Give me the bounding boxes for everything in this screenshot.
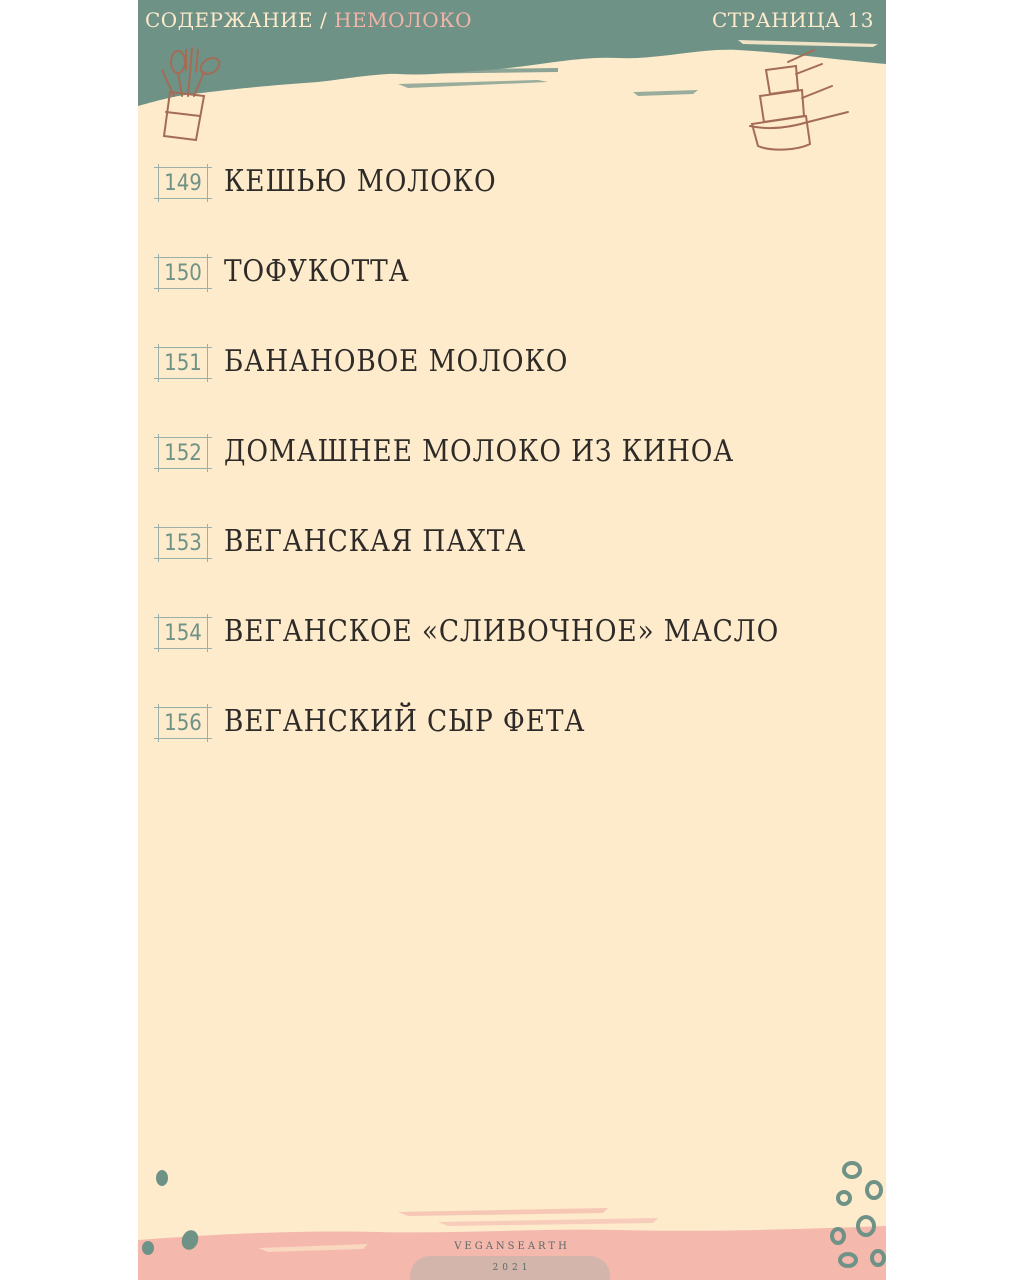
toc-item[interactable] (158, 248, 858, 338)
breadcrumb (145, 8, 472, 32)
toc-page-number: 152 (158, 434, 208, 472)
kitchen-utensils-icon (156, 40, 228, 144)
toc-item[interactable] (158, 608, 858, 698)
document-page (138, 0, 886, 1280)
toc-item[interactable] (158, 338, 858, 428)
toc-title[interactable]: ВЕГАНСКАЯ ПАХТА (224, 524, 527, 559)
toc-page-number: 154 (158, 614, 208, 652)
toc-page-number: 156 (158, 704, 208, 742)
toc-item[interactable] (158, 158, 858, 248)
toc-title[interactable]: КЕШЬЮ МОЛОКО (224, 164, 497, 199)
toc-title[interactable]: ВЕГАНСКИЙ СЫР ФЕТА (224, 704, 586, 739)
footer-brand: VEGANSEARTH (454, 1241, 570, 1252)
toc-title[interactable]: ТОФУКОТТА (224, 254, 410, 289)
stacked-pots-icon (748, 46, 858, 156)
breadcrumb-section[interactable]: СОДЕРЖАНИЕ (145, 8, 314, 32)
breadcrumb-current: НЕМОЛОКО (334, 8, 472, 32)
toc-page-number: 151 (158, 344, 208, 382)
toc-page-number: 150 (158, 254, 208, 292)
toc-title[interactable]: ДОМАШНЕЕ МОЛОКО ИЗ КИНОА (224, 434, 735, 469)
toc-title[interactable]: ВЕГАНСКОЕ «СЛИВОЧНОЕ» МАСЛО (224, 614, 780, 649)
toc-page-number: 149 (158, 164, 208, 202)
toc-item[interactable] (158, 428, 858, 518)
toc-title[interactable]: БАНАНОВОЕ МОЛОКО (224, 344, 569, 379)
toc-page-number: 153 (158, 524, 208, 562)
toc-item[interactable] (158, 518, 858, 608)
table-of-contents (158, 158, 858, 788)
page-number-label: СТРАНИЦА 13 (711, 8, 874, 32)
footer-year: 2021 (492, 1263, 532, 1273)
breadcrumb-separator: / (319, 8, 328, 32)
toc-item[interactable] (158, 698, 858, 788)
